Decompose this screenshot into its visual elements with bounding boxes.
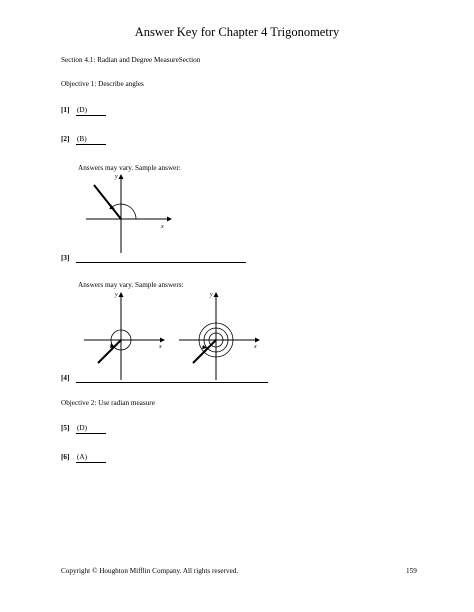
page-number: 159 [406,567,417,575]
y-axis-arrow [214,292,219,297]
x-axis-arrow [167,217,172,222]
x-axis-arrow [160,338,165,343]
terminal-side [94,185,121,219]
footer-copyright: Copyright © Houghton Mifflin Company. All rights reserved. [61,567,239,575]
y-axis-label: y [115,292,118,298]
x-axis-label: x [159,344,162,350]
item-2-answer-line [76,144,106,145]
x-axis-label: x [161,224,164,230]
item-5-answer-line [76,433,106,434]
item-1-answer-line [76,115,106,116]
item-3-note: Answers may vary. Sample answer: [78,164,181,172]
item-4-number: [4] [61,374,70,382]
y-axis-arrow [119,174,124,179]
item-4-angle-figure-left [80,287,180,387]
y-axis-label: y [115,174,118,180]
item-4-angle-figure-right [175,287,275,387]
x-axis-label: x [254,344,257,350]
item-2-answer: (B) [77,135,87,143]
page-title: Answer Key for Chapter 4 Trigonometry [134,25,340,39]
item-3-angle-figure [80,170,180,260]
section-heading: Section 4.1: Radian and Degree MeasureSection [61,56,201,64]
item-1-answer: (D) [77,106,87,114]
item-5-number: [5] [61,424,70,432]
item-6-answer: (A) [77,453,87,461]
item-4-answer-line [76,382,268,383]
y-axis-arrow [119,292,124,297]
item-4-note: Answers may vary. Sample answers: [78,281,184,289]
item-3-answer-line [76,262,246,263]
item-2-number: [2] [61,135,70,143]
item-6-number: [6] [61,453,70,461]
x-axis-arrow [255,338,260,343]
item-3-number: [3] [61,254,70,262]
item-1-number: [1] [61,106,70,114]
objective-2-heading: Objective 2: Use radian measure [61,399,155,407]
objective-1-heading: Objective 1: Describe angles [61,80,144,88]
y-axis-label: y [210,292,213,298]
item-5-answer: (D) [77,424,87,432]
item-6-answer-line [76,462,106,463]
terminal-side [98,340,121,363]
